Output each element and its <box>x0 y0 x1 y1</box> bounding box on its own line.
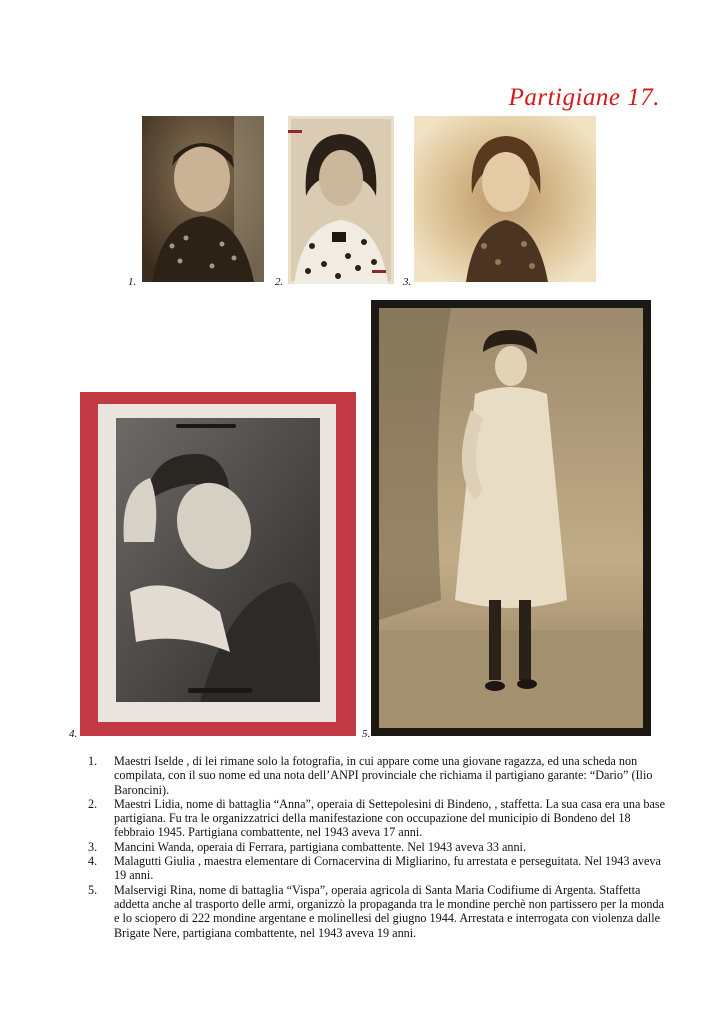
caption-number: 3. <box>88 839 98 854</box>
photo-2 <box>288 116 394 284</box>
caption-number: 5. <box>88 882 98 897</box>
photo-number-5: 5. <box>362 728 371 740</box>
caption-number: 2. <box>88 796 98 811</box>
caption-text: Malagutti Giulia , maestra elementare di Cornacervina di Migliarino, fu arrestata e perseguitata. Nel 1943 aveva 19 anni. <box>114 854 661 883</box>
photo-5 <box>371 300 651 736</box>
photo-4 <box>80 392 356 736</box>
caption-item <box>88 797 668 840</box>
page-title: Partigiane 17. <box>508 84 660 111</box>
photo-number-2: 2. <box>275 276 284 288</box>
caption-item <box>88 854 668 883</box>
photo-1 <box>142 116 264 282</box>
photo-number-4: 4. <box>69 728 78 740</box>
photo-number-1: 1. <box>128 276 137 288</box>
caption-text: Maestri Lidia, nome di battaglia “Anna”, operaia di Settepolesini di Bindeno, , staffetta. La sua casa era una base partigiana. Fu tra le organizzatrici della manifestazione con occupazione del municipio di Bondeno del 18 febbraio 1945. Partigiana combattente, nel 1943 aveva 17 anni. <box>114 796 666 840</box>
caption-list <box>88 754 668 940</box>
caption-item <box>88 840 668 854</box>
caption-text: Malservigi Rina, nome di battaglia “Vispa”, operaia agricola di Santa Maria Codifiume di Argenta. Staffetta addetta anche al trasporto delle armi, organizzò la propaganda tra le mondine perchè non partissero per la monda e lo sciopero di 222 mondine argentane e molinellesi del giugno 1944. Arrestata e interrogata con violenza dalle Brigate Nere, partigiana combattente, nel 1943 aveva 19 anni. <box>114 882 665 940</box>
caption-item <box>88 883 668 940</box>
caption-text: Maestri Iselde , di lei rimane solo la fotografia, in cui appare come una giovane ragazza, ed una scheda non compilata, con il suo nome ed una nota dell’ANPI provinciale che richiama il partigiano garante: “Dario” (Ilio Baroncini). <box>114 754 653 797</box>
caption-item <box>88 754 668 797</box>
photo-3 <box>414 116 596 282</box>
caption-number: 4. <box>88 854 98 869</box>
caption-text: Mancini Wanda, operaia di Ferrara, partigiana combattente. Nel 1943 aveva 33 anni. <box>114 839 526 854</box>
photo-number-3: 3. <box>403 276 412 288</box>
caption-number: 1. <box>88 754 98 768</box>
